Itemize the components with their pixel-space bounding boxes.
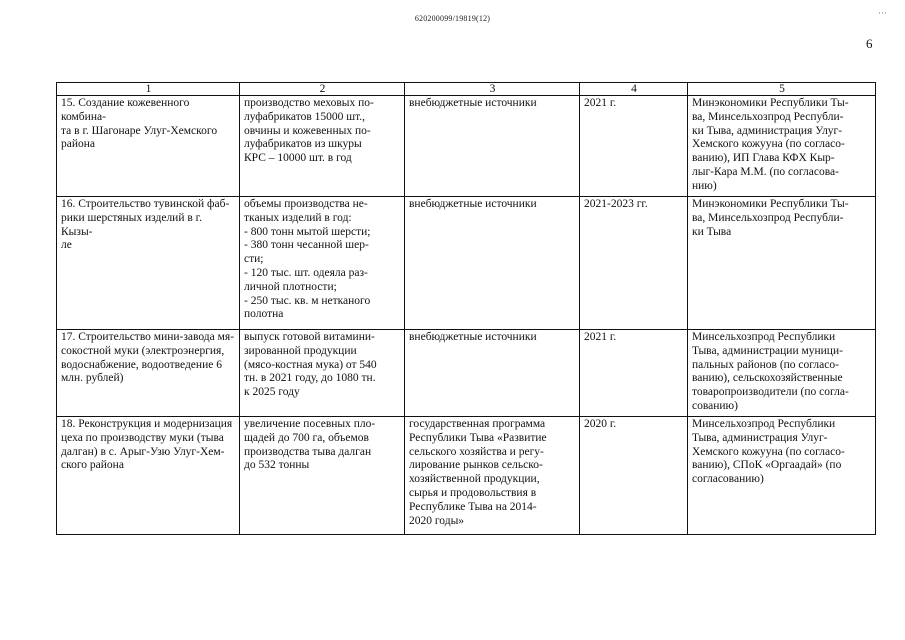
column-number: 4 bbox=[580, 83, 688, 96]
indicator-cell: производство меховых по- луфабрикатов 15000 шт., овчины и кожевенных по- луфабрикатов из шкуры КРС – 10000 шт. в год bbox=[240, 96, 405, 197]
indicator-cell: увеличение посевных пло- щадей до 700 га, объемов производства тыва далган до 532 тонны bbox=[240, 417, 405, 535]
table-row bbox=[57, 330, 876, 417]
period-cell: 2021 г. bbox=[580, 96, 688, 197]
indicator-cell: выпуск готовой витамини- зированной продукции (мясо-костная мука) от 540 тн. в 2021 году, до 1080 тн. к 2025 году bbox=[240, 330, 405, 417]
column-number: 2 bbox=[240, 83, 405, 96]
column-number: 3 bbox=[405, 83, 580, 96]
table-row bbox=[57, 417, 876, 535]
column-number-row bbox=[57, 83, 876, 96]
period-cell: 2020 г. bbox=[580, 417, 688, 535]
funding-source-cell: внебюджетные источники bbox=[405, 96, 580, 197]
executors-cell: Минэкономики Республики Ты- ва, Минсельхозпрод Республи- ки Тыва bbox=[688, 197, 876, 330]
document-registration-code: 620200099/19819(12) bbox=[414, 14, 491, 23]
project-cell: 18. Реконструкция и модернизация цеха по производству муки (тыва далган) в с. Арыг-Узю Улуг-Хем- ского района bbox=[57, 417, 240, 535]
funding-source-cell: внебюджетные источники bbox=[405, 330, 580, 417]
period-cell: 2021 г. bbox=[580, 330, 688, 417]
corner-mark: ··· bbox=[878, 8, 887, 18]
page-number: 6 bbox=[866, 36, 873, 51]
table-row bbox=[57, 96, 876, 197]
period-cell: 2021-2023 гг. bbox=[580, 197, 688, 330]
executors-cell: Минсельхозпрод Республики Тыва, администрации муници- пальных районов (по согласо- ванию), сельскохозяйственные товаропроизводители (по согла- сованию) bbox=[688, 330, 876, 417]
column-number: 1 bbox=[57, 83, 240, 96]
indicator-cell: объемы производства не- тканых изделий в год: - 800 тонн мытой шерсти; - 380 тонн чесанной шер- сти; - 120 тыс. шт. одеяла раз- личной плотности; - 250 тыс. кв. м нетканого полотна bbox=[240, 197, 405, 330]
project-cell: 17. Строительство мини-завода мя- сокостной муки (электроэнергия, водоснабжение, водоотведение 6 млн. рублей) bbox=[57, 330, 240, 417]
project-cell: 15. Создание кожевенного комбина- та в г. Шагонаре Улуг-Хемского района bbox=[57, 96, 240, 197]
project-cell: 16. Строительство тувинской фаб- рики шерстяных изделий в г. Кызы- ле bbox=[57, 197, 240, 330]
table-row bbox=[57, 197, 876, 330]
column-number: 5 bbox=[688, 83, 876, 96]
measures-table bbox=[56, 82, 876, 535]
funding-source-cell: государственная программа Республики Тыва «Развитие сельского хозяйства и регу- лирование рынков сельско- хозяйственной продукции, сырья и продовольствия в Республике Тыва на 2014- 2020 годы» bbox=[405, 417, 580, 535]
executors-cell: Минэкономики Республики Ты- ва, Минсельхозпрод Республи- ки Тыва, администрация Улуг- Хемского кожууна (по согласо- ванию), ИП Глава КФХ Кыр- лыг-Кара М.М. (по согласова- нию) bbox=[688, 96, 876, 197]
executors-cell: Минсельхозпрод Республики Тыва, администрация Улуг- Хемского кожууна (по согласо- ванию), СПоК «Оргаадай» (по согласованию) bbox=[688, 417, 876, 535]
funding-source-cell: внебюджетные источники bbox=[405, 197, 580, 330]
